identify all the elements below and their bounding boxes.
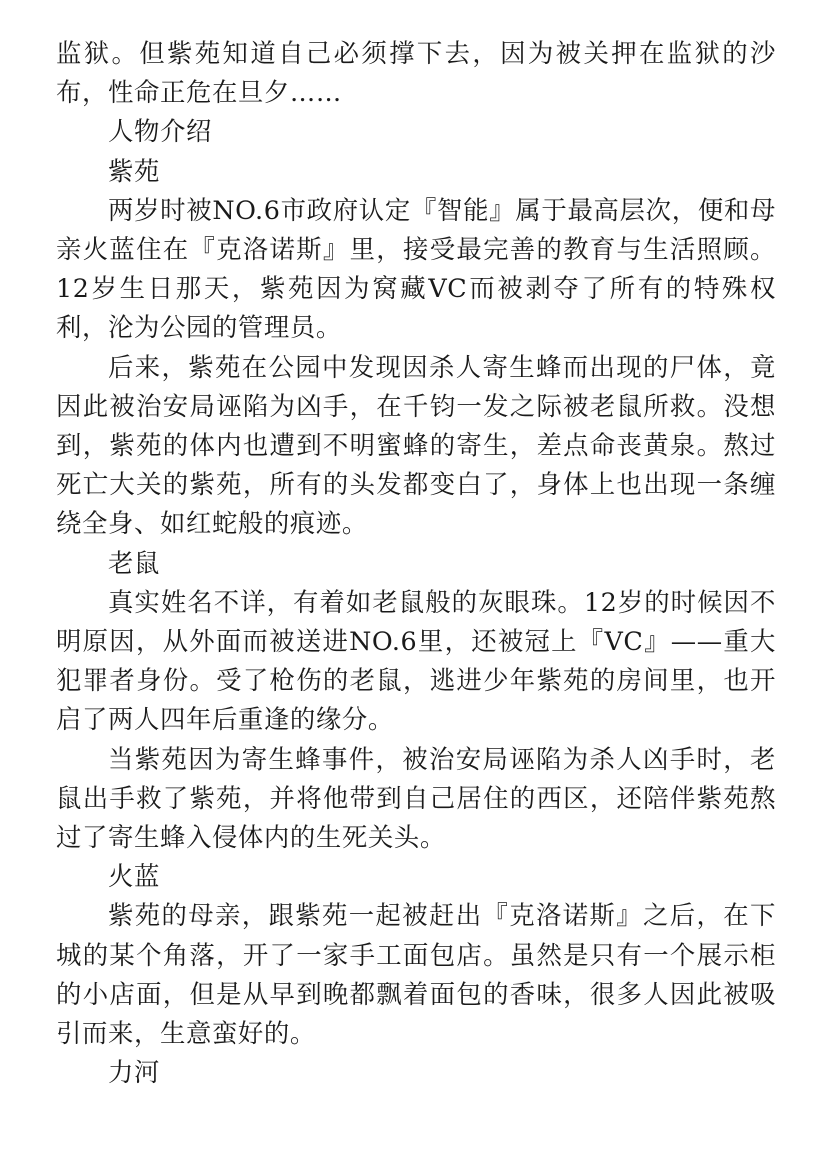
- document-body: [56, 34, 776, 1092]
- character-name-huolan: 火蓝: [108, 861, 160, 892]
- character-paragraph: 当紫苑因为寄生蜂事件，被治安局诬陷为杀人凶手时，老鼠出手救了紫苑，并将他带到自己居住的西区，还陪伴紫苑熬过了寄生蜂入侵体内的生死关头。: [56, 743, 776, 853]
- character-paragraph: 紫苑的母亲，跟紫苑一起被赶出『克洛诺斯』之后，在下城的某个角落，开了一家手工面包店。虽然是只有一个展示柜的小店面，但是从早到晚都飘着面包的香味，很多人因此被吸引而来，生意蛮好的。: [56, 900, 776, 1049]
- character-name-ziyuan: 紫苑: [108, 155, 160, 186]
- character-name-lihe: 力河: [108, 1057, 160, 1088]
- character-paragraph: 后来，紫苑在公园中发现因杀人寄生蜂而出现的尸体，竟因此被治安局诬陷为凶手，在千钧一发之际被老鼠所救。没想到，紫苑的体内也遭到不明蜜蜂的寄生，差点命丧黄泉。熬过死亡大关的紫苑，所有的头发都变白了，身体上也出现一条缠绕全身、如红蛇般的痕迹。: [56, 351, 776, 539]
- section-title: 人物介绍: [108, 116, 212, 147]
- opening-paragraph: 监狱。但紫苑知道自己必须撑下去，因为被关押在监狱的沙布，性命正危在旦夕……: [56, 38, 776, 108]
- character-paragraph: 真实姓名不详，有着如老鼠般的灰眼珠。12岁的时候因不明原因，从外面而被送进NO.6里，还被冠上『VC』——重大犯罪者身份。受了枪伤的老鼠，逃进少年紫苑的房间里，也开启了两人四年后重逢的缘分。: [56, 586, 776, 735]
- character-name-laoshu: 老鼠: [108, 547, 160, 578]
- character-paragraph: 两岁时被NO.6市政府认定『智能』属于最高层次，便和母亲火蓝住在『克洛诺斯』里，接受最完善的教育与生活照顾。12岁生日那天，紫苑因为窝藏VC而被剥夺了所有的特殊权利，沦为公园的管理员。: [56, 194, 776, 343]
